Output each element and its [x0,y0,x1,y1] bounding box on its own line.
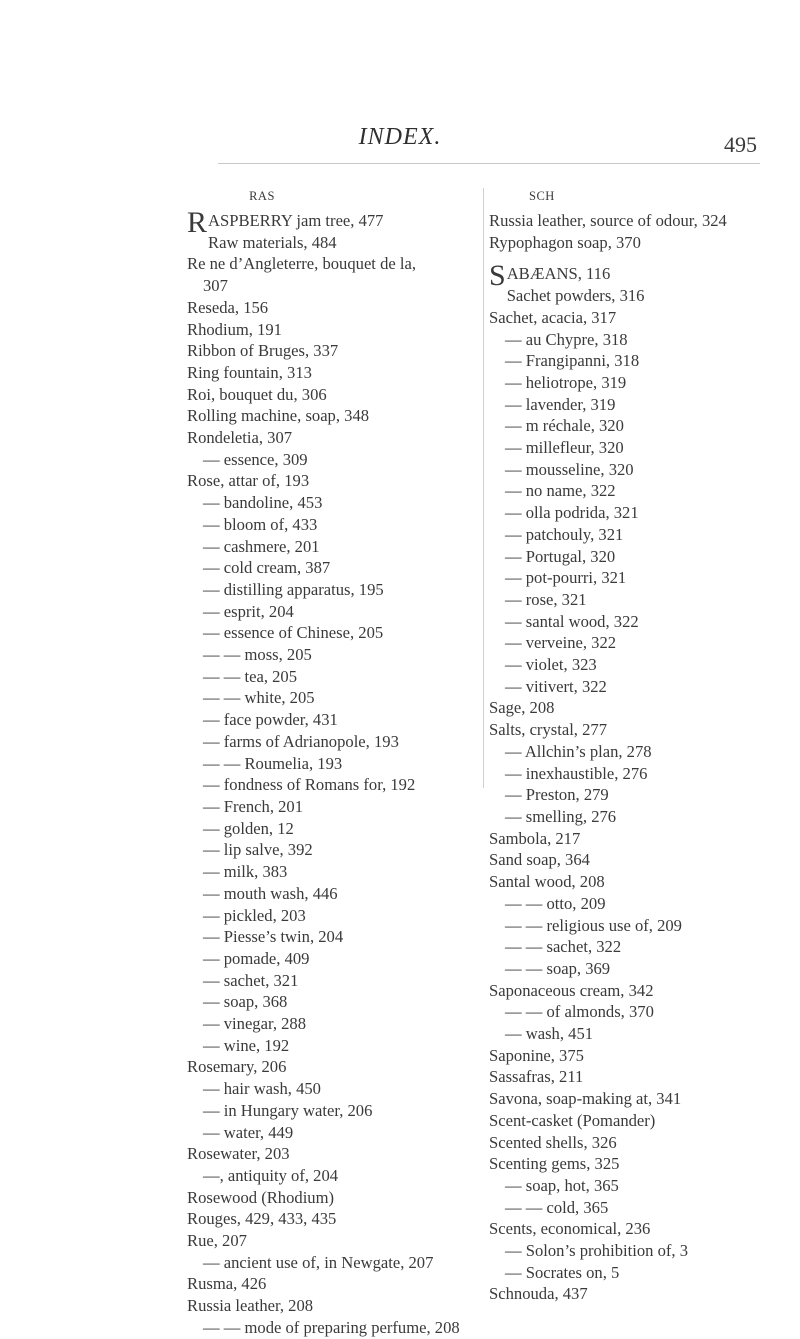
index-entry: Scents, economical, 236 [489,1219,651,1239]
index-entry: — inexhaustible, 276 [505,763,648,783]
index-entry: — — otto, 209 [505,893,606,913]
index-entry: — — mode of preparing perfume, 208 [203,1317,460,1337]
index-entry: — cashmere, 201 [203,536,320,556]
index-entry: — ancient use of, in Newgate, 207 [203,1252,434,1272]
index-entry: Rose, attar of, 193 [187,471,310,491]
index-entry: — essence of Chinese, 205 [203,623,384,643]
index-entry: — milk, 383 [203,862,288,882]
index-entry: — — of almonds, 370 [505,1002,654,1022]
drop-cap-letter: R [187,206,208,239]
index-entry: — vitivert, 322 [505,676,607,696]
index-entry: Rusma, 426 [187,1274,267,1294]
index-entry: — patchouly, 321 [505,524,624,544]
index-entry: Salts, crystal, 277 [489,720,607,740]
index-entry: — olla podrida, 321 [505,503,639,523]
index-entry: Scented shells, 326 [489,1132,617,1152]
index-entry: — millefleur, 320 [505,438,624,458]
right-column-heading: SCH [529,189,555,203]
index-entry [187,206,477,239]
index-entry: — essence, 309 [203,449,308,469]
right-entries-list [489,259,789,1305]
index-entry: Sassafras, 211 [489,1067,584,1087]
index-entry: Raw materials, 484 [208,232,337,252]
right-column [489,184,789,1305]
index-entry: — Frangipanni, 318 [505,351,640,371]
index-entry: — Socrates on, 5 [505,1262,620,1282]
index-entry [489,259,789,293]
index-entry: — mousseline, 320 [505,459,634,479]
index-entry: Rolling machine, soap, 348 [187,406,370,426]
column-divider [483,188,484,788]
index-entry: — heliotrope, 319 [505,372,627,392]
index-entry-text: ABÆANS, 116 [506,264,611,284]
index-entry: — distilling apparatus, 195 [203,579,384,599]
index-entry: — vinegar, 288 [203,1014,307,1034]
index-entry: — violet, 323 [505,655,597,675]
index-entry: Rosewater, 203 [187,1144,290,1164]
index-entry: — Piesse’s twin, 204 [203,927,344,947]
index-entry: — au Chypre, 318 [505,329,628,349]
index-entry: Scenting gems, 325 [489,1154,620,1174]
index-entry: —, antiquity of, 204 [203,1165,339,1185]
index-entry: — hair wash, 450 [203,1079,321,1099]
index-entry: — wash, 451 [505,1024,594,1044]
index-entry: — smelling, 276 [505,806,617,826]
index-entry: — Allchin’s plan, 278 [505,741,652,761]
index-entry: — Portugal, 320 [505,546,616,566]
index-entry: — wine, 192 [203,1035,290,1055]
running-title: INDEX. [358,124,442,150]
index-entry: — golden, 12 [203,818,294,838]
index-entry: — — cold, 365 [505,1197,609,1217]
index-entry: — cold cream, 387 [203,558,331,578]
index-entry: Rondeletia, 307 [187,428,293,448]
drop-cap-letter: S [489,259,506,293]
index-entry: 307 [203,276,228,296]
index-entry: — — white, 205 [203,688,315,708]
index-entry: — lip salve, 392 [203,840,313,860]
index-entry: — — religious use of, 209 [505,915,682,935]
index-entry: Sachet, acacia, 317 [489,307,617,327]
index-entry: Rue, 207 [187,1231,247,1251]
index-entry: Ring fountain, 313 [187,362,312,382]
index-entry: Rypophagon soap, 370 [489,232,641,252]
left-entries-list [187,206,477,1339]
index-entry: — soap, hot, 365 [505,1175,619,1195]
index-entry: Schnouda, 437 [489,1284,588,1304]
index-entry: Sage, 208 [489,698,555,718]
index-entry: — verveine, 322 [505,633,617,653]
index-entry: — bloom of, 433 [203,514,318,534]
index-entry: Rosewood (Rhodium) [187,1187,335,1207]
index-entry: — santal wood, 322 [505,611,639,631]
index-entry: — in Hungary water, 206 [203,1100,373,1120]
index-entry: — rose, 321 [505,589,587,609]
index-entry: — bandoline, 453 [203,493,323,513]
section-gap [489,253,789,263]
index-entry: Roi, bouquet du, 306 [187,384,327,404]
index-entry: — pomade, 409 [203,948,310,968]
index-entry: Sachet powders, 316 [506,286,645,306]
index-entry: Reseda, 156 [187,297,269,317]
index-entry: Rosemary, 206 [187,1057,287,1077]
index-entry-text: ASPBERRY jam tree, 477 [208,211,384,230]
index-entry: — no name, 322 [505,481,616,501]
index-entry: Russia leather, 208 [187,1296,314,1316]
index-entry: — pot-pourri, 321 [505,568,627,588]
index-entry: Savona, soap-making at, 341 [489,1089,682,1109]
left-column [187,184,477,1339]
index-entry: Sambola, 217 [489,828,581,848]
index-entry: — sachet, 321 [203,970,299,990]
index-entry: Re ne d’Angleterre, bouquet de la, [187,254,416,274]
index-entry: — m réchale, 320 [505,416,624,436]
index-entry: — — Roumelia, 193 [203,753,343,773]
index-entry: — — sachet, 322 [505,937,622,957]
index-entry: — soap, 368 [203,992,288,1012]
index-entry: Sand soap, 364 [489,850,590,870]
index-entry: — face powder, 431 [203,710,338,730]
index-entry: — — tea, 205 [203,666,298,686]
page-number: 495 [724,132,757,157]
index-entry: Santal wood, 208 [489,872,605,892]
index-entry: Rouges, 429, 433, 435 [187,1209,337,1229]
index-entry: — water, 449 [203,1122,294,1142]
header-rule [218,163,760,164]
index-entry: — esprit, 204 [203,601,294,621]
index-entry: — pickled, 203 [203,905,306,925]
index-entry: Saponaceous cream, 342 [489,980,654,1000]
index-entry: Saponine, 375 [489,1045,584,1065]
index-entry: — fondness of Romans for, 192 [203,775,416,795]
index-entry: — farms of Adrianopole, 193 [203,731,399,751]
index-entry: — French, 201 [203,796,304,816]
index-entry: — Preston, 279 [505,785,609,805]
left-column-heading: RAS [249,189,275,203]
index-entry: Scent-casket (Pomander) [489,1110,656,1130]
index-entry: — lavender, 319 [505,394,616,414]
right-top-entries-list [489,210,789,253]
index-entry: Rhodium, 191 [187,319,282,339]
index-entry: Russia leather, source of odour, 324 [489,211,727,230]
index-entry: — mouth wash, 446 [203,883,338,903]
index-entry: — — soap, 369 [505,958,611,978]
index-entry: — Solon’s prohibition of, 3 [505,1241,689,1261]
index-entry: — — moss, 205 [203,645,312,665]
index-entry: Ribbon of Bruges, 337 [187,341,339,361]
